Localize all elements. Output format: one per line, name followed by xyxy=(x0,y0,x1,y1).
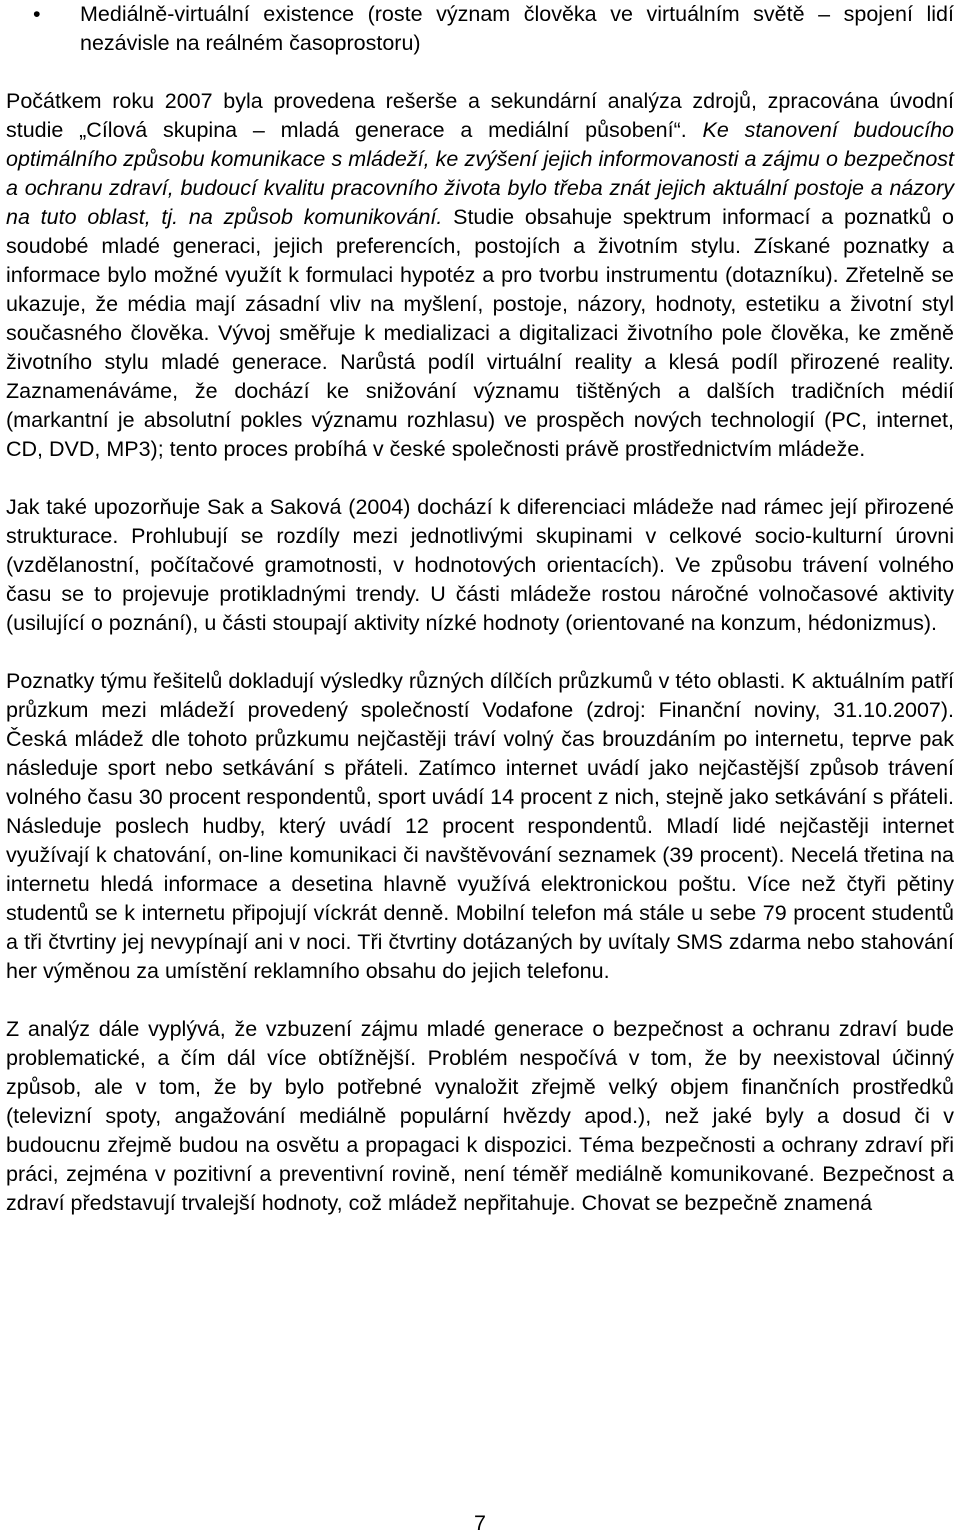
paragraph-3: Poznatky týmu řešitelů dokladují výsledky různých dílčích průzkumů v této oblasti. K aktuálním patří průzkum mezi mládeží provedený společností Vodafone (zdroj: Finanční noviny, 31.10.2007). Česká mládež dle tohoto průzkumu nejčastěji tráví volný čas brouzdáním po internetu, teprve pak následuje sport nebo setkávání s přáteli. Zatímco internet uvádí jako nejčastější způsob trávení volného času 30 procent respondentů, sport uvádí 14 procent z nich, stejně jako setkávání s přáteli. Následuje poslech hudby, který uvádí 12 procent respondentů. Mladí lidé nejčastěji internet využívají k chatování, on-line komunikaci či navštěvování seznamek (39 procent). Necelá třetina na internetu hledá informace a desetina hlavně využívá elektronickou poštu. Více než čtyři pětiny studentů se k internetu připojují víckrát denně. Mobilní telefon má stále u sebe 79 procent studentů a tři čtvrtiny jej nevypínají ani v noci. Tři čtvrtiny dotázaných by uvítaly SMS zdarma nebo stahování her výměnou za umístění reklamního obsahu do jejich telefonu. xyxy=(6,669,954,983)
bullet-dot-icon: • xyxy=(33,2,41,26)
bullet-text: Mediálně-virtuální existence (roste význam člověka ve virtuálním světě – spojení lidí nezávisle na reálném časoprostoru) xyxy=(80,2,954,55)
bullet-list-item xyxy=(6,0,954,58)
paragraph-1-rest: Studie obsahuje spektrum informací a poznatků o soudobé mladé generaci, jejich preferencích, postojích a životním stylu. Získané poznatky a informace bylo možné využít k formulaci hypotéz a pro tvorbu instrumentu (dotazníku). Zřetelně se ukazuje, že média mají zásadní vliv na myšlení, postoje, názory, hodnoty, estetiku a životní styl současného člověka. Vývoj směřuje k medializaci a digitalizaci životního pole člověka, ke změně životního stylu mladé generace. Narůstá podíl virtuální reality a klesá podíl přirozené reality. Zaznamenáváme, že dochází ke snižování významu tištěných a dalších tradičních médií (markantní je absolutní pokles významu rozhlasu) ve prospěch nových technologií (PC, internet, CD, DVD, MP3); tento proces probíhá v české společnosti právě prostřednictvím mládeže. xyxy=(6,205,954,461)
page-number: 7 xyxy=(474,1511,486,1535)
paragraph-1 xyxy=(6,87,954,464)
document-page xyxy=(6,0,954,1218)
paragraph-2: Jak také upozorňuje Sak a Saková (2004) dochází k diferenciaci mládeže nad rámec její přirozené strukturace. Prohlubují se rozdíly mezi jednotlivými skupinami v celkové socio-kulturní úrovni (vzdělanostní, počítačové gramotnosti, v hodnotových orientacích). Ve způsobu trávení volného času se to projevuje protikladnými trendy. U části mládeže rostou náročné volnočasové aktivity (usilující o poznání), u části stoupají aktivity nízké hodnoty (orientované na konzum, hédonizmus). xyxy=(6,495,954,635)
paragraph-1-intro: Počátkem roku 2007 byla provedena rešerše a sekundární analýza zdrojů, zpracována úvodní studie „Cílová skupina – mladá generace a mediální působení“. xyxy=(6,89,954,142)
paragraph-4: Z analýz dále vyplývá, že vzbuzení zájmu mladé generace o bezpečnost a ochranu zdraví bude problematické, a čím dál více obtížnější. Problém nespočívá v tom, že by neexistoval účinný způsob, ale v tom, že by bylo potřebné vynaložit zřejmě velký objem finančních prostředků (televizní spoty, angažování mediálně populární hvězdy apod.), než jaké byly a dosud či v budoucnu zřejmě budou na osvětu a propagaci k dispozici. Téma bezpečnosti a ochrany zdraví při práci, zejména v pozitivní a preventivní rovině, není téměř mediálně komunikované. Bezpečnost a zdraví představují trvalejší hodnoty, což mládež nepřitahuje. Chovat se bezpečně znamená xyxy=(6,1017,954,1215)
paragraph-1-italic: Ke stanovení budoucího optimálního způsobu komunikace s mládeží, ke zvýšení jejich informovanosti a zájmu o bezpečnost a ochranu zdraví, budoucí kvalitu pracovního života bylo třeba znát jejich aktuální postoje a názory na tuto oblast, tj. na způsob komunikování. xyxy=(6,118,955,229)
